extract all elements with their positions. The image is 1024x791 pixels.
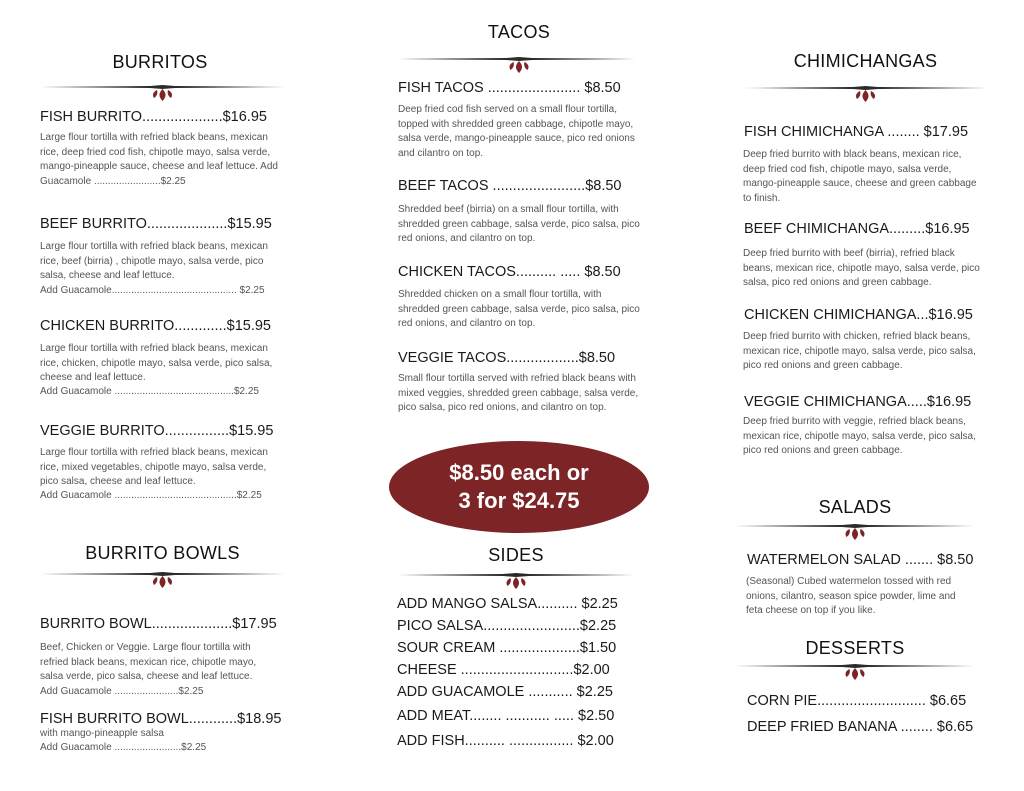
heading-tacos: TACOS <box>487 22 551 42</box>
dessert-item: DEEP FRIED BANANA ........ $6.65 <box>747 719 974 735</box>
menu-item-addon: Add Guacamole ...........................................$2.25 <box>40 386 259 397</box>
menu-item-addon: Add Guacamole ........................$2.25 <box>40 742 207 753</box>
menu-item-addon: Add Guacamole............................................. $2.25 <box>40 285 265 296</box>
menu-item-description: Large flour tortilla with refried black beans, mexican rice, chicken, chipotle mayo, salsa verde, pico salsa, cheese and leaf lettuce. <box>40 343 273 383</box>
menu-item-description: Large flour tortilla with refried black beans, mexican rice, beef (birria) , chipotle mayo, salsa verde, pico salsa, cheese and leaf lettuce. <box>40 241 268 281</box>
menu-item-description: Deep fried burrito with veggie, refried black beans, mexican rice, chipotle mayo, salsa verde, pico salsa, pico red onions and green cabbage. <box>743 416 976 456</box>
divider-ornament <box>40 81 285 95</box>
promo-line-1: $8.50 each or <box>449 460 589 485</box>
menu-item-description: Small flour tortilla served with refried black beans with mixed veggies, shredded green cabbage, salsa verde, pico salsa, pico red onions, and cilantro on top. <box>398 373 639 413</box>
menu-item-title: VEGGIE BURRITO................$15.95 <box>40 423 274 439</box>
dessert-item: CORN PIE........................... $6.65 <box>747 693 967 709</box>
menu-item-title: FISH CHIMICHANGA ........ $17.95 <box>744 124 969 140</box>
menu-item-title: BEEF CHIMICHANGA.........$16.95 <box>744 221 970 237</box>
menu-item-description: Large flour tortilla with refried black beans, mexican rice, deep fried cod fish, chipotle mayo, salsa verde, mango-pineapple sauce, cheese and leaf lettuce. Add Guacamole ........................$2.25 <box>40 132 278 187</box>
side-item: ADD FISH.......... ................ $2.00 <box>397 733 614 749</box>
menu-item-title: BEEF BURRITO....................$15.95 <box>40 216 272 232</box>
menu-item-description: Deep fried burrito with chicken, refried black beans, mexican rice, chipotle mayo, salsa verde, pico salsa, pico red onions and green cabbage. <box>743 331 976 371</box>
divider-ornament <box>735 660 975 674</box>
menu-item-description: Large flour tortilla with refried black beans, mexican rice, mixed vegetables, chipotle mayo, salsa verde, pico salsa, cheese and leaf lettuce. <box>40 447 268 487</box>
menu-item-description: Beef, Chicken or Veggie. Large flour tortilla with refried black beans, mexican rice, chipotle mayo, salsa verde, pico salsa, cheese and leaf lettuce. <box>40 642 257 682</box>
heading-salads: SALADS <box>818 497 892 517</box>
menu-item-title: CHICKEN TACOS.......... ..... $8.50 <box>398 264 621 280</box>
side-item: SOUR CREAM ....................$1.50 <box>397 640 617 656</box>
divider-ornament <box>40 568 285 582</box>
menu-item-addon: Add Guacamole .......................$2.25 <box>40 686 204 697</box>
menu-item-title: CHICKEN CHIMICHANGA...$16.95 <box>744 307 973 323</box>
menu-item-description: Deep fried cod fish served on a small flour tortilla, topped with shredded green cabbage, chipotle mayo, salsa verde, mango-pineapple sauce, pico red onions and cilantro on top. <box>398 104 635 159</box>
heading-burritos: BURRITOS <box>112 52 208 72</box>
menu-item-title: WATERMELON SALAD ....... $8.50 <box>747 552 974 568</box>
menu-item-description: Shredded beef (birria) on a small flour tortilla, with shredded green cabbage, salsa verde, pico salsa, pico red onions, and cilantro on top. <box>398 204 640 244</box>
side-item: ADD MEAT........ ........... ..... $2.50 <box>397 708 615 724</box>
menu-item-description: with mango-pineapple salsa <box>40 728 164 739</box>
divider-ornament <box>398 569 634 583</box>
menu-item-addon: Add Guacamole ............................................$2.25 <box>40 490 262 501</box>
side-item: ADD GUACAMOLE ........... $2.25 <box>397 684 613 700</box>
menu-item-description: (Seasonal) Cubed watermelon tossed with red onions, cilantro, season spice powder, lime and feta cheese on top if you like. <box>746 576 956 616</box>
menu-item-title: FISH BURRITO BOWL............$18.95 <box>40 711 282 727</box>
menu-item-description: Deep fried burrito with black beans, mexican rice, deep fried cod fish, chipotle mayo, salsa verde, mango-pineapple sauce, cheese and green cabbage to finish. <box>743 149 977 204</box>
divider-ornament <box>398 53 640 67</box>
menu-item-title: VEGGIE TACOS..................$8.50 <box>398 350 616 366</box>
menu-item-title: FISH TACOS ....................... $8.50 <box>398 80 621 96</box>
side-item: ADD MANGO SALSA.......... $2.25 <box>397 596 618 612</box>
menu-item-title: VEGGIE CHIMICHANGA.....$16.95 <box>744 394 972 410</box>
heading-chimichangas: CHIMICHANGAS <box>793 51 938 71</box>
divider-ornament <box>743 82 988 96</box>
side-item: CHEESE ............................$2.00 <box>397 662 610 678</box>
side-item: PICO SALSA........................$2.25 <box>397 618 617 634</box>
menu-item-title: FISH BURRITO....................$16.95 <box>40 109 267 125</box>
menu-item-description: Deep fried burrito with beef (birria), refried black beans, mexican rice, chipotle mayo, salsa verde, pico salsa, pico red onions and green cabbage. <box>743 248 980 288</box>
menu-item-title: BURRITO BOWL....................$17.95 <box>40 616 277 632</box>
menu-item-title: BEEF TACOS .......................$8.50 <box>398 178 622 194</box>
promo-badge <box>389 441 649 533</box>
heading-desserts: DESSERTS <box>805 638 905 658</box>
menu-item-title: CHICKEN BURRITO.............$15.95 <box>40 318 271 334</box>
menu-item-description: Shredded chicken on a small flour tortilla, with shredded green cabbage, salsa verde, pico salsa, pico red onions, and cilantro on top. <box>398 289 640 329</box>
heading-sides: SIDES <box>488 545 544 565</box>
heading-burrito-bowls: BURRITO BOWLS <box>85 543 240 563</box>
divider-ornament <box>735 520 975 534</box>
promo-line-2: 3 for $24.75 <box>458 488 580 513</box>
